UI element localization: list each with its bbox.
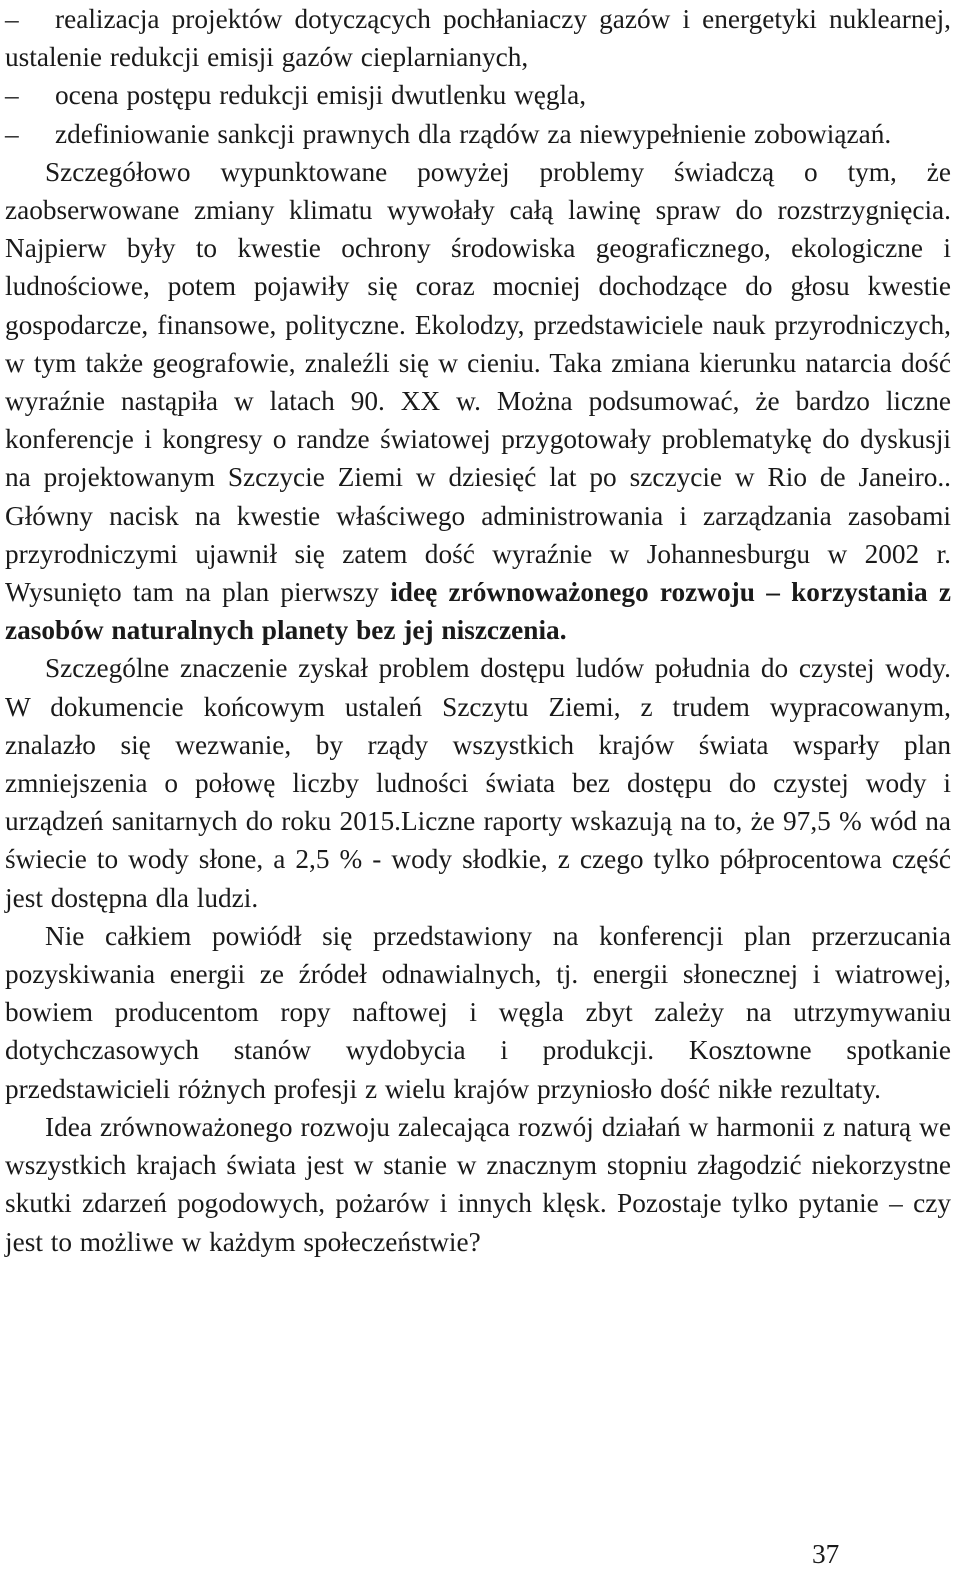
list-item-3: [5, 115, 951, 153]
list-item-1: [5, 0, 951, 76]
list-item-text: ocena postępu redukcji emisji dwutlenku węgla,: [55, 80, 587, 111]
paragraph-3: Nie całkiem powiódł się przedstawiony na konferencji plan przerzucania pozyskiwania energii ze źródeł odnawialnych, tj. energii słonecznej i wiatrowej, bowiem producentom ropy naftowej i węgla zbyt zależy na utrzymywaniu dotychczasowych stanów wydobycia i produkcji. Kosztowne spotkanie przedstawicieli różnych profesji z wielu krajów przyniosło dość nikłe rezultaty.: [5, 920, 951, 1104]
page-number: 37: [812, 1539, 840, 1569]
paragraph-1: [5, 153, 951, 650]
dash-marker: –: [5, 118, 19, 149]
paragraph-2: Szczególne znaczenie zyskał problem dostępu ludów południa do czystej wody. W dokumencie końcowym ustaleń Szczytu Ziemi, z trudem wypracowanym, znalazło się wezwanie, by rządy wszystkich krajów świata wsparły plan zmniejszenia o połowę liczby ludności świata bez dostępu do czystej wody i urządzeń sanitarnych do roku 2015.Liczne raporty wskazują na to, że 97,5 % wód na świecie to wody słone, a 2,5 % - wody słodkie, z czego tylko półprocentowa część jest dostępna dla ludzi.: [5, 653, 951, 913]
dash-marker: –: [5, 4, 19, 34]
paragraph-1-bold-text: ideę zrównoważonego rozwoju – korzystania z zasobów naturalnych planety bez jej niszczenia.: [5, 577, 951, 646]
list-item-text: zdefiniowanie sankcji prawnych dla rządów za niewypełnienie zobowiązań.: [55, 118, 892, 149]
dash-marker: –: [5, 80, 19, 111]
list-item-text: realizacja projektów dotyczących pochłaniaczy gazów i energetyki nuklearnej, ustalenie redukcji emisji gazów cieplarnianych,: [5, 4, 951, 73]
paragraph-4: Idea zrównoważonego rozwoju zalecająca rozwój działań w harmonii z naturą we wszystkich krajach świata jest w stanie w znacznym stopniu złagodzić niekorzystne skutki zdarzeń pogodowych, pożarów i innych klęsk. Pozostaje tylko pytanie – czy jest to możliwe w każdym społeczeństwie?: [5, 1111, 951, 1257]
list-item-2: [5, 76, 951, 114]
document-page: [5, 0, 951, 1261]
paragraph-1-text: Szczegółowo wypunktowane powyżej problemy świadczą o tym, że zaobserwowane zmiany klimatu wywołały całą lawinę spraw do rozstrzygnięcia. Najpierw były to kwestie ochrony środowiska geograficznego, ekologiczne i ludnościowe, potem pojawiły się coraz mocniej dochodzące do głosu kwestie gospodarcze, finansowe, polityczne. Ekolodzy, przedstawiciele nauk przyrodniczych, w tym także geografowie, znaleźli się w cieniu. Taka zmiana kierunku natarcia dość wyraźnie nastąpiła w latach 90. XX w. Można podsumować, że bardzo liczne konferencje i kongresy o randze światowej przygotowały problematykę do dyskusji na projektowanym Szczycie Ziemi w dziesięć lat po szczycie w Rio de Janeiro.. Główny nacisk na kwestie właściwego administrowania i zarządzania zasobami przyrodniczymi ujawnił się zatem dość wyraźnie w Johannesburgu w 2002 r. Wysunięto tam na plan pierwszy: [5, 156, 951, 608]
